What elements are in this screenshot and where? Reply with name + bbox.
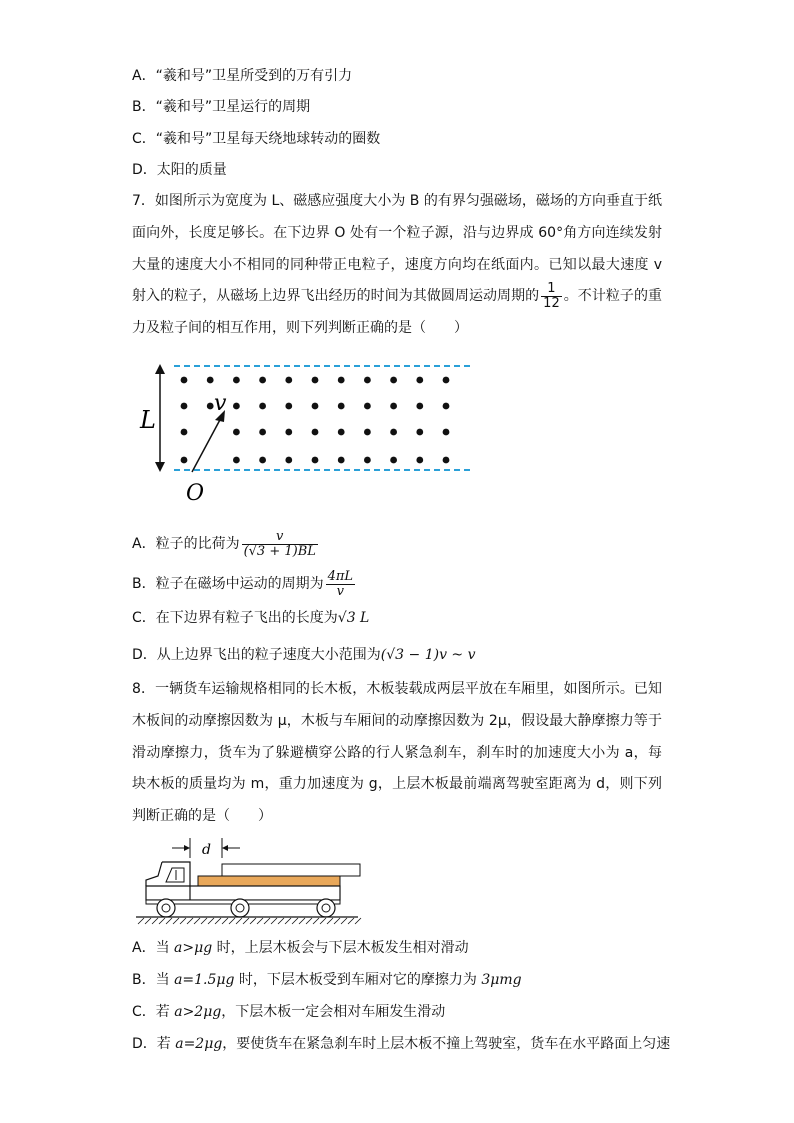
q8-option-b-mid: 时，下层木板受到车厢对它的摩擦力为 (234, 972, 482, 988)
q8-option-b-math: a=1.5μg (174, 972, 235, 988)
q6-option-b: B．“羲和号”卫星运行的周期 (132, 99, 311, 115)
field-dot (181, 457, 188, 464)
field-dot (416, 377, 423, 384)
field-dot (233, 429, 240, 436)
q8-option-b-pre: B．当 (132, 972, 175, 988)
q7-option-c-math: √3 L (337, 610, 370, 626)
road-hatch-line (243, 918, 249, 924)
q8-option-a-post: 时，上层木板会与下层木板发生相对滑动 (212, 940, 469, 956)
q8-option-b (132, 970, 522, 990)
road-hatch-line (264, 918, 270, 924)
label-d: d (202, 842, 211, 858)
label-v: v (214, 391, 227, 416)
q8-option-d-post: ，要使货车在紧急刹车时上层木板不撞上驾驶室，货车在水平路面上匀速 (222, 1036, 671, 1052)
q7-option-a-den: (√3 + 1)BL (243, 543, 316, 559)
upper-board (222, 864, 360, 876)
q8-option-c-post: ，下层木板一定会相对车厢发生滑动 (221, 1004, 446, 1020)
q8-stem: 8．一辆货车运输规格相同的长木板，木板装载成两层平放在车厢里，如图所示。已知木板间的动摩擦因数为 μ，木板与车厢间的动摩擦因数为 2μ，假设最大静摩擦力等于滑动摩擦力，货车为了躲避横穿公路的行人紧急刹车，刹车时的加速度大小为 a，每块木板的质量均为 m，重力加速度为 g，上层木板最前端离驾驶室距离为 d，则下列判断正确的是（ ） (132, 681, 662, 825)
field-dot (364, 429, 371, 436)
field-dot (443, 429, 450, 436)
road-hatch-line (292, 918, 298, 924)
road-hatch-line (180, 918, 186, 924)
road-hatch-line (271, 918, 277, 924)
road-hatch-line (313, 918, 319, 924)
cab-window (166, 868, 184, 882)
q6-option-d: D．太阳的质量 (132, 162, 227, 178)
field-dot (259, 377, 266, 384)
rear-wheel-hub (322, 904, 330, 912)
lower-board (198, 876, 340, 886)
road-hatch-line (306, 918, 312, 924)
q6-option-c: C．“羲和号”卫星每天绕地球转动的圈数 (132, 131, 381, 147)
field-dot (233, 403, 240, 410)
q7-option-a-text: A．粒子的比荷为 (132, 536, 240, 552)
field-dot (233, 457, 240, 464)
road-hatch-line (201, 918, 207, 924)
q8-option-a-math: a>μg (174, 940, 213, 956)
q7-option-d-text: D．从上边界飞出的粒子速度大小范围为 (132, 647, 381, 663)
q7-stem-part1: 7．如图所示为宽度为 L、磁感应强度大小为 B 的有界匀强磁场，磁场的方向垂直于纸面向外，长度足够长。在下边界 O 处有一个粒子源，沿与边界成 60°角方向连续发射大量的速度大小不相同的同种带正电粒子，速度方向均在纸面内。已知以最大速度 v 射入的粒子，从磁场上边界飞出经历的时间为其做圆周运动周期的 (132, 193, 662, 305)
q7-option-a-fraction (242, 530, 318, 559)
road-hatch-line (250, 918, 256, 924)
road-hatch-line (187, 918, 193, 924)
road-hatch-line (355, 918, 361, 924)
road-hatch-line (257, 918, 263, 924)
road-hatch-line (229, 918, 235, 924)
cab-front (146, 862, 162, 886)
q7-fraction (541, 282, 562, 311)
q8-option-a (132, 938, 469, 958)
field-dot (443, 457, 450, 464)
d-right-arrow-head (222, 845, 228, 851)
width-arrow-bottom-head (155, 462, 165, 472)
road-hatch-line (236, 918, 242, 924)
label-L: L (140, 406, 156, 434)
q7-frac-den: 12 (543, 295, 560, 311)
road-hatch-line (341, 918, 347, 924)
field-dot (285, 429, 292, 436)
road-hatch-line (215, 918, 221, 924)
q7-option-b-fraction (326, 570, 355, 599)
road-hatch-line (327, 918, 333, 924)
road-hatch-line (285, 918, 291, 924)
field-dot (338, 403, 345, 410)
field-dot (443, 377, 450, 384)
q7-stem-part2: 。不计粒子的重力及粒子间的相互作用，则下列判断正确的是（ ） (132, 288, 663, 337)
field-dot (259, 403, 266, 410)
q8-option-c (132, 1002, 445, 1022)
d-left-arrow-head (184, 845, 190, 851)
velocity-arrow (192, 416, 222, 472)
field-dot (181, 429, 188, 436)
q7-option-d (132, 645, 476, 665)
field-dot (312, 457, 319, 464)
field-dot (338, 457, 345, 464)
field-dot (207, 377, 214, 384)
field-dot (390, 429, 397, 436)
field-dot (181, 403, 188, 410)
field-dot (233, 377, 240, 384)
q7-option-b-text: B．粒子在磁场中运动的周期为 (132, 576, 324, 592)
field-dot (390, 457, 397, 464)
q8-option-c-pre: C．若 (132, 1004, 175, 1020)
q7-frac-num: 1 (541, 282, 562, 297)
truck-figure (132, 832, 362, 927)
field-dot (364, 403, 371, 410)
q7-option-a-num: v (242, 530, 318, 545)
q8-option-a-pre: A．当 (132, 940, 175, 956)
q7-option-b-num: 4πL (327, 568, 354, 584)
q8-option-c-math: a>2μg (174, 1004, 222, 1020)
field-dot (207, 403, 214, 410)
road-hatch-line (320, 918, 326, 924)
road-hatch-line (173, 918, 179, 924)
field-dot (285, 457, 292, 464)
road-hatch-line (278, 918, 284, 924)
field-dot (364, 457, 371, 464)
road-hatch-line (159, 918, 165, 924)
q8-option-d-math: a=2μg (175, 1036, 223, 1052)
q7-option-d-math: (√3 − 1)v ~ v (380, 647, 476, 663)
field-dot (416, 403, 423, 410)
field-dot (285, 403, 292, 410)
road-hatch-line (348, 918, 354, 924)
road-hatch-line (208, 918, 214, 924)
road-hatch-line (138, 918, 144, 924)
field-dot (338, 377, 345, 384)
label-O: O (186, 481, 205, 506)
magnetic-field-figure (132, 358, 482, 508)
road-hatch-line (222, 918, 228, 924)
road-hatch-line (152, 918, 158, 924)
front-wheel-hub (162, 904, 170, 912)
field-dot (416, 429, 423, 436)
q7-option-b-den: v (336, 583, 345, 599)
road-hatching (138, 918, 361, 924)
field-dot (390, 377, 397, 384)
road-hatch-line (334, 918, 340, 924)
truck-bed (190, 886, 340, 900)
road-hatch-line (145, 918, 151, 924)
q6-option-a: A．“羲和号”卫星所受到的万有引力 (132, 68, 353, 84)
field-dot (443, 403, 450, 410)
q8-option-d (132, 1034, 670, 1054)
field-dot (259, 429, 266, 436)
width-arrow-top-head (155, 364, 165, 374)
q8-option-d-pre: D．若 (132, 1036, 176, 1052)
field-dot (364, 377, 371, 384)
q7-option-a (132, 528, 320, 560)
road-hatch-line (299, 918, 305, 924)
road-hatch-line (166, 918, 172, 924)
q7-option-c (132, 608, 369, 628)
field-dot (416, 457, 423, 464)
q7-stem (132, 186, 662, 345)
field-dot (390, 403, 397, 410)
field-dot (285, 377, 292, 384)
q8-option-b-math2: 3μmg (481, 972, 522, 988)
field-dot (312, 403, 319, 410)
field-dot (338, 429, 345, 436)
q7-option-b (132, 568, 357, 600)
q7-option-c-text: C．在下边界有粒子飞出的长度为 (132, 610, 338, 626)
field-dot (259, 457, 266, 464)
field-dot (312, 377, 319, 384)
field-dot (181, 377, 188, 384)
middle-wheel-hub (236, 904, 244, 912)
road-hatch-line (194, 918, 200, 924)
field-dot (312, 429, 319, 436)
